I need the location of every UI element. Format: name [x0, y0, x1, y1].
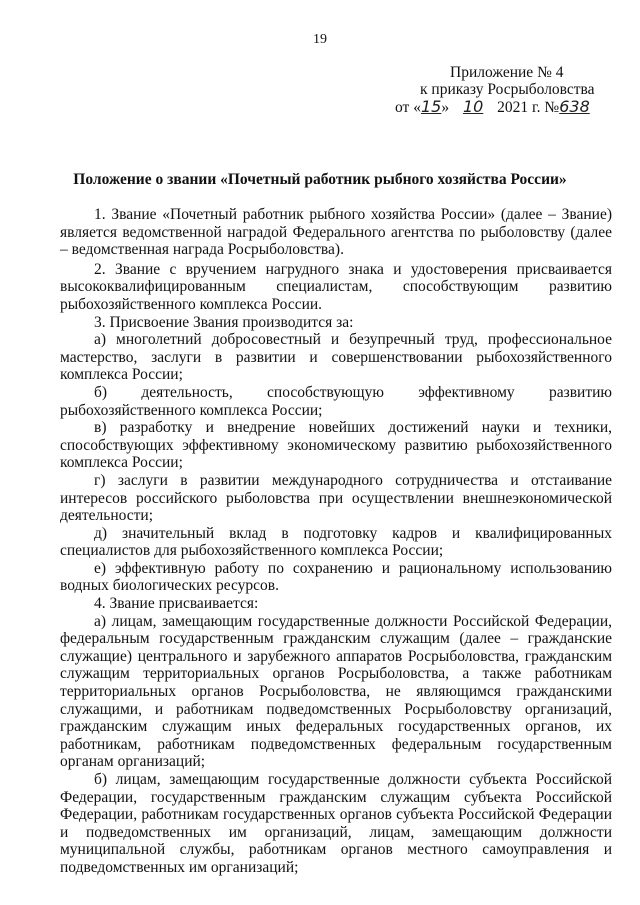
- date-prefix: от «: [395, 99, 421, 116]
- handwritten-day: 15: [420, 97, 442, 116]
- paragraph-3c: в) разработку и внедрение новейших достижений науки и техники, способствующих эффективному экономическому развитию рыбохозяйственного комплекса России;: [60, 419, 612, 472]
- paragraph-3d: г) заслуги в развитии международного сотрудничества и отстаивание интересов российского рыболовства при осуществлении внешнеэкономической деятельности;: [60, 471, 612, 525]
- handwritten-month: 10: [462, 97, 484, 116]
- handwritten-number: 638: [559, 97, 590, 116]
- appendix-date-line: [395, 98, 625, 116]
- paragraph-3e: д) значительный вклад в подготовку кадров и квалифицированных специалистов для рыбохозяйственного комплекса России;: [60, 524, 612, 560]
- document-body: [60, 204, 612, 877]
- paragraph-4b: б) лицам, замещающим государственные должности субъекта Российской Федерации, государственным гражданским служащим субъекта Российской Федерации, работникам государственных органов субъекта Российской Федерации и подведомственных им организаций, лицам, замещающим должности муниципальной службы, работникам органов местного самоуправления и подведомственных им организаций;: [60, 771, 612, 876]
- appendix-header: [395, 64, 625, 116]
- paragraph-3: 3. Присвоение Звания производится за:: [94, 313, 354, 331]
- paragraph-1: 1. Звание «Почетный работник рыбного хозяйства России» (далее – Звание) является ведомственной наградой Федерального агентства по рыболовству (далее – ведомственная награда Росрыболовства).: [60, 206, 612, 259]
- paragraph-3b: б) деятельность, способствующую эффективному развитию рыбохозяйственного комплекса России;: [60, 383, 612, 419]
- paragraph-3f: е) эффективную работу по сохранению и рациональному использованию водных биологических ресурсов.: [60, 559, 612, 595]
- paragraph-2: 2. Звание с вручением нагрудного знака и удостоверения присваивается высококвалифицированным специалистам, способствующим развитию рыбохозяйственного комплекса России.: [60, 260, 612, 313]
- paragraph-3a: а) многолетний добросовестный и безупречный труд, профессиональное мастерство, заслуги в развитии и совершенствовании рыбохозяйственного комплекса России;: [60, 331, 612, 384]
- appendix-order-ref: к приказу Росрыболовства: [420, 81, 595, 98]
- paragraph-4a: а) лицам, замещающим государственные должности Российской Федерации, федеральным государственным гражданским служащим (далее – гражданские служащие) центрального и зарубежного аппаратов Росрыболовства, гражданским служащим территориальных органов Росрыболовства, а также работникам территориальных органов Росрыболовства, не являющимся гражданскими служащими, и работникам подведомственных Росрыболовству организаций, гражданским служащим иных федеральных государственных органов, их работникам, работникам подведомственных федеральным государственным органам организаций;: [60, 612, 612, 771]
- document-title: Положение о звании «Почетный работник рыбного хозяйства России»: [73, 171, 567, 188]
- page-number: 19: [313, 32, 327, 47]
- date-mid: »: [441, 99, 450, 116]
- year-text: 2021 г. №: [497, 99, 560, 116]
- paragraph-4: 4. Звание присваивается:: [94, 595, 259, 613]
- appendix-title: Приложение № 4: [450, 64, 564, 81]
